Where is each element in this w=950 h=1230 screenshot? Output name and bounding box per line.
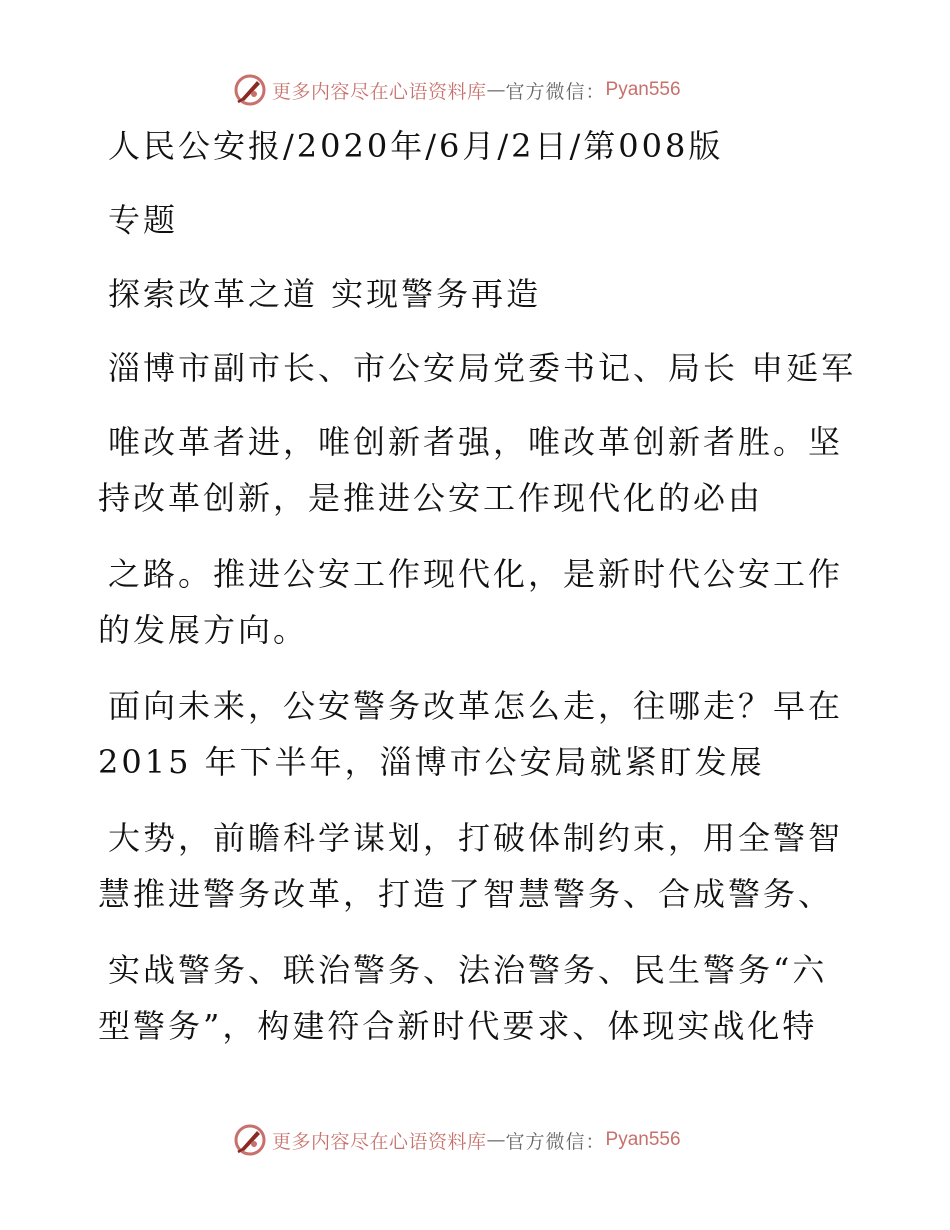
header-banner bbox=[232, 72, 681, 108]
banner-wechat-id: Pyan556 bbox=[605, 1129, 681, 1150]
body-line: 的发展方向。 bbox=[98, 611, 309, 649]
body-line: 型警务”，构建符合新时代要求、体现实战化特 bbox=[98, 1007, 818, 1045]
article-source: 人民公安报/2020年/6月/2日/第008版 bbox=[108, 127, 724, 165]
article-title: 探索改革之道 实现警务再造 bbox=[108, 275, 542, 313]
body-line: 面向未来，公安警务改革怎么走，往哪走？早在 bbox=[108, 687, 844, 725]
banner-wechat-label: 官方微信： bbox=[505, 80, 606, 103]
article-column: 专题 bbox=[108, 201, 179, 239]
quill-pen-logo-icon bbox=[232, 1122, 268, 1158]
body-line: 唯改革者进，唯创新者强，唯改革创新者胜。坚 bbox=[108, 423, 844, 461]
banner-wechat-id: Pyan556 bbox=[605, 79, 681, 100]
article-author: 淄博市副市长、市公安局党委书记、局长 申延军 bbox=[108, 349, 857, 387]
body-line: 慧推进警务改革，打造了智慧警务、合成警务、 bbox=[98, 875, 834, 913]
body-line: 持改革创新，是推进公安工作现代化的必由 bbox=[98, 479, 764, 517]
banner-separator: — bbox=[486, 1129, 506, 1151]
body-line: 之路。推进公安工作现代化，是新时代公安工作 bbox=[108, 555, 844, 593]
body-line: 实战警务、联治警务、法治警务、民生警务“六 bbox=[108, 951, 828, 989]
banner-site-text: 更多内容尽在心语资料库 bbox=[272, 80, 487, 103]
quill-pen-logo-icon bbox=[232, 72, 268, 108]
banner-wechat-label: 官方微信： bbox=[505, 1130, 606, 1153]
body-line: 大势，前瞻科学谋划，打破体制约束，用全警智 bbox=[108, 819, 844, 857]
banner-separator: — bbox=[486, 79, 506, 101]
body-line: 2015 年下半年，淄博市公安局就紧盯发展 bbox=[98, 743, 765, 781]
banner-site-text: 更多内容尽在心语资料库 bbox=[272, 1130, 487, 1153]
footer-banner bbox=[232, 1122, 681, 1158]
